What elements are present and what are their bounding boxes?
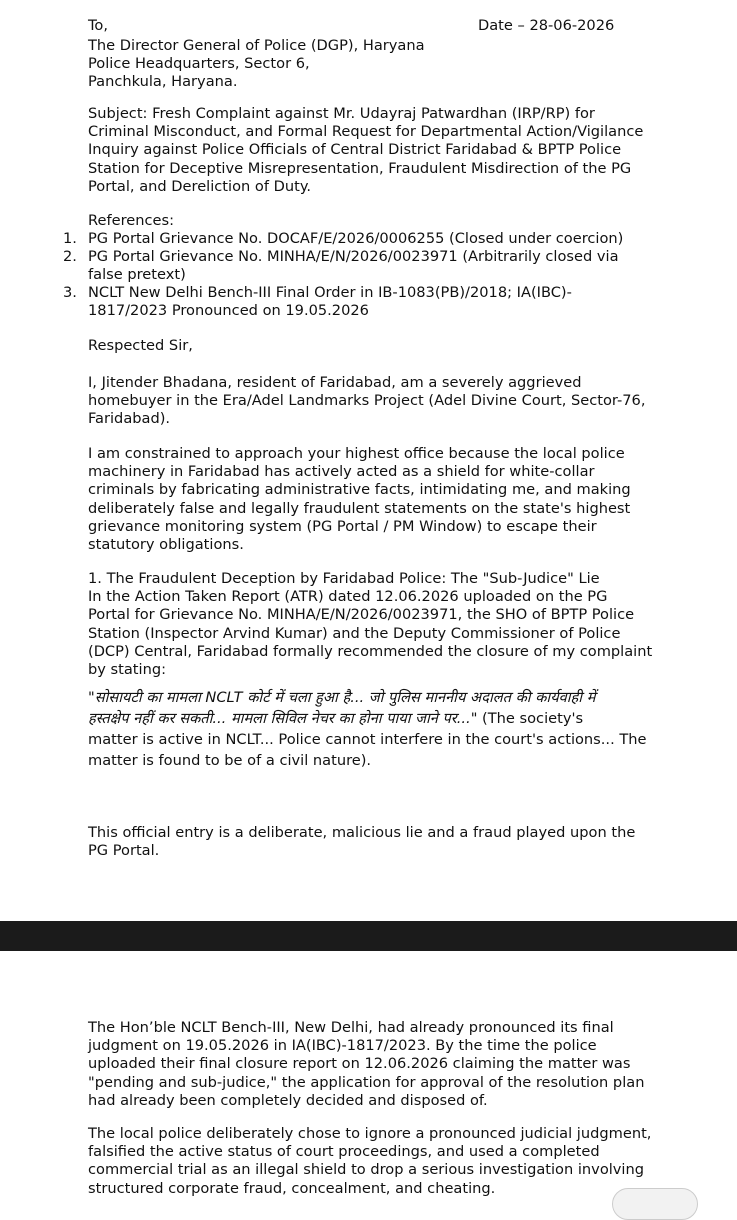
subject-line: Inquiry against Police Officials of Central District Faridabad & BPTP Police — [88, 141, 622, 159]
reference-line: 1817/2023 Pronounced on 19.05.2026 — [88, 302, 369, 320]
lie-paragraph — [88, 824, 635, 860]
paragraph-line: judgment on 19.05.2026 in IA(IBC)-1817/2023. By the time the police — [88, 1037, 597, 1055]
quote-translation-line: matter is found to be of a civil nature). — [88, 752, 372, 769]
addressee-block — [88, 37, 425, 92]
paragraph-line: uploaded their final closure report on 12.06.2026 claiming the matter was — [88, 1055, 631, 1073]
reference-line: PG Portal Grievance No. MINHA/E/N/2026/0023971 (Arbitrarily closed via — [88, 248, 619, 265]
paragraph-line: This official entry is a deliberate, malicious lie and a fraud played upon the — [88, 824, 636, 841]
page-break-divider — [0, 921, 737, 951]
police-quote — [88, 687, 718, 771]
addressee-line: Police Headquarters, Sector 6, — [88, 55, 310, 73]
subject-line: Criminal Misconduct, and Formal Request for Departmental Action/Vigilance — [88, 123, 644, 141]
paragraph-line: deliberately false and legally fraudulent statements on the state's highest — [88, 499, 631, 517]
intro-line: Faridabad). — [88, 410, 171, 428]
paragraph-line: had already been completely decided and disposed of. — [88, 1091, 488, 1109]
reference-line: PG Portal Grievance No. DOCAF/E/2026/0006255 (Closed under coercion) — [88, 230, 624, 247]
salutation: Respected Sir, — [88, 337, 193, 354]
police-conduct-paragraph — [88, 1125, 651, 1198]
paragraph-line: machinery in Faridabad has actively acted as a shield for white-collar — [88, 463, 595, 481]
paragraph-line: (DCP) Central, Faridabad formally recommended the closure of my complaint — [88, 642, 653, 660]
paragraph-line: grievance monitoring system (PG Portal / PM Window) to escape their — [88, 517, 597, 535]
subject-line: Station for Deceptive Misrepresentation, Fraudulent Misdirection of the PG — [88, 159, 632, 177]
paragraph-line: statutory obligations. — [88, 536, 244, 554]
paragraph-line: I am constrained to approach your highest office because the local police — [88, 445, 625, 462]
reference-item — [88, 248, 688, 284]
reference-item — [88, 230, 688, 248]
paragraph-line: commercial trial as an illegal shield to drop a serious investigation involving — [88, 1161, 645, 1179]
reference-number: 1. — [63, 230, 77, 247]
subject-block — [88, 105, 643, 196]
intro-paragraph — [88, 374, 645, 429]
subject-line: Portal, and Dereliction of Duty. — [88, 177, 312, 195]
reference-item — [88, 284, 688, 320]
paragraph-line: by stating: — [88, 661, 167, 679]
reference-number: 3. — [63, 284, 77, 301]
paragraph-line: Station (Inspector Arvind Kumar) and the Deputy Commissioner of Police — [88, 624, 621, 642]
subject-line: Subject: Fresh Complaint against Mr. Udayraj Patwardhan (IRP/RP) for — [88, 105, 595, 122]
paragraph-line: The local police deliberately chose to ignore a pronounced judicial judgment, — [88, 1125, 652, 1142]
complaint-paragraph — [88, 445, 631, 554]
intro-line: homebuyer in the Era/Adel Landmarks Project (Adel Divine Court, Sector-76, — [88, 392, 646, 410]
paragraph-line: falsified the active status of court proceedings, and used a completed — [88, 1143, 600, 1161]
reference-line: NCLT New Delhi Bench-III Final Order in IB-1083(PB)/2018; IA(IBC)- — [88, 284, 572, 301]
addressee-line: Panchkula, Haryana. — [88, 73, 238, 91]
section-1-paragraph — [88, 570, 652, 679]
paragraph-line: The Hon’ble NCLT Bench-III, New Delhi, had already pronounced its final — [88, 1019, 614, 1036]
quote-hindi-line: हस्तक्षेप नहीं कर सकती... मामला सिविल नेचर का होना पाया जाने पर..." — [88, 710, 478, 727]
floating-action-bubble[interactable] — [612, 1188, 698, 1220]
quote-translation: (The society's — [477, 710, 584, 727]
letter-date: Date – 28-06-2026 — [478, 17, 615, 34]
quote-hindi-line: "सोसायटी का मामला NCLT कोर्ट में चला हुआ है... जो पुलिस माननीय अदालत की कार्यवाही में — [88, 689, 596, 706]
to-label: To, — [88, 17, 109, 34]
paragraph-line: "pending and sub-judice," the application for approval of the resolution plan — [88, 1073, 645, 1091]
paragraph-line: Portal for Grievance No. MINHA/E/N/2026/0023971, the SHO of BPTP Police — [88, 606, 635, 624]
nclt-judgment-paragraph — [88, 1019, 644, 1110]
quote-translation-line: matter is active in NCLT... Police cannot interfere in the court's actions... The — [88, 731, 647, 748]
addressee-line: The Director General of Police (DGP), Haryana — [88, 37, 425, 54]
paragraph-line: structured corporate fraud, concealment, and cheating. — [88, 1179, 496, 1197]
references-label: References: — [88, 212, 175, 229]
paragraph-line: criminals by fabricating administrative facts, intimidating me, and making — [88, 481, 631, 499]
reference-number: 2. — [63, 248, 77, 265]
paragraph-line: In the Action Taken Report (ATR) dated 12.06.2026 uploaded on the PG — [88, 588, 608, 606]
reference-line: false pretext) — [88, 266, 186, 284]
paragraph-line: PG Portal. — [88, 842, 160, 860]
intro-line: I, Jitender Bhadana, resident of Faridabad, am a severely aggrieved — [88, 374, 582, 391]
section-heading-line: 1. The Fraudulent Deception by Faridabad Police: The "Sub-Judice" Lie — [88, 570, 600, 587]
